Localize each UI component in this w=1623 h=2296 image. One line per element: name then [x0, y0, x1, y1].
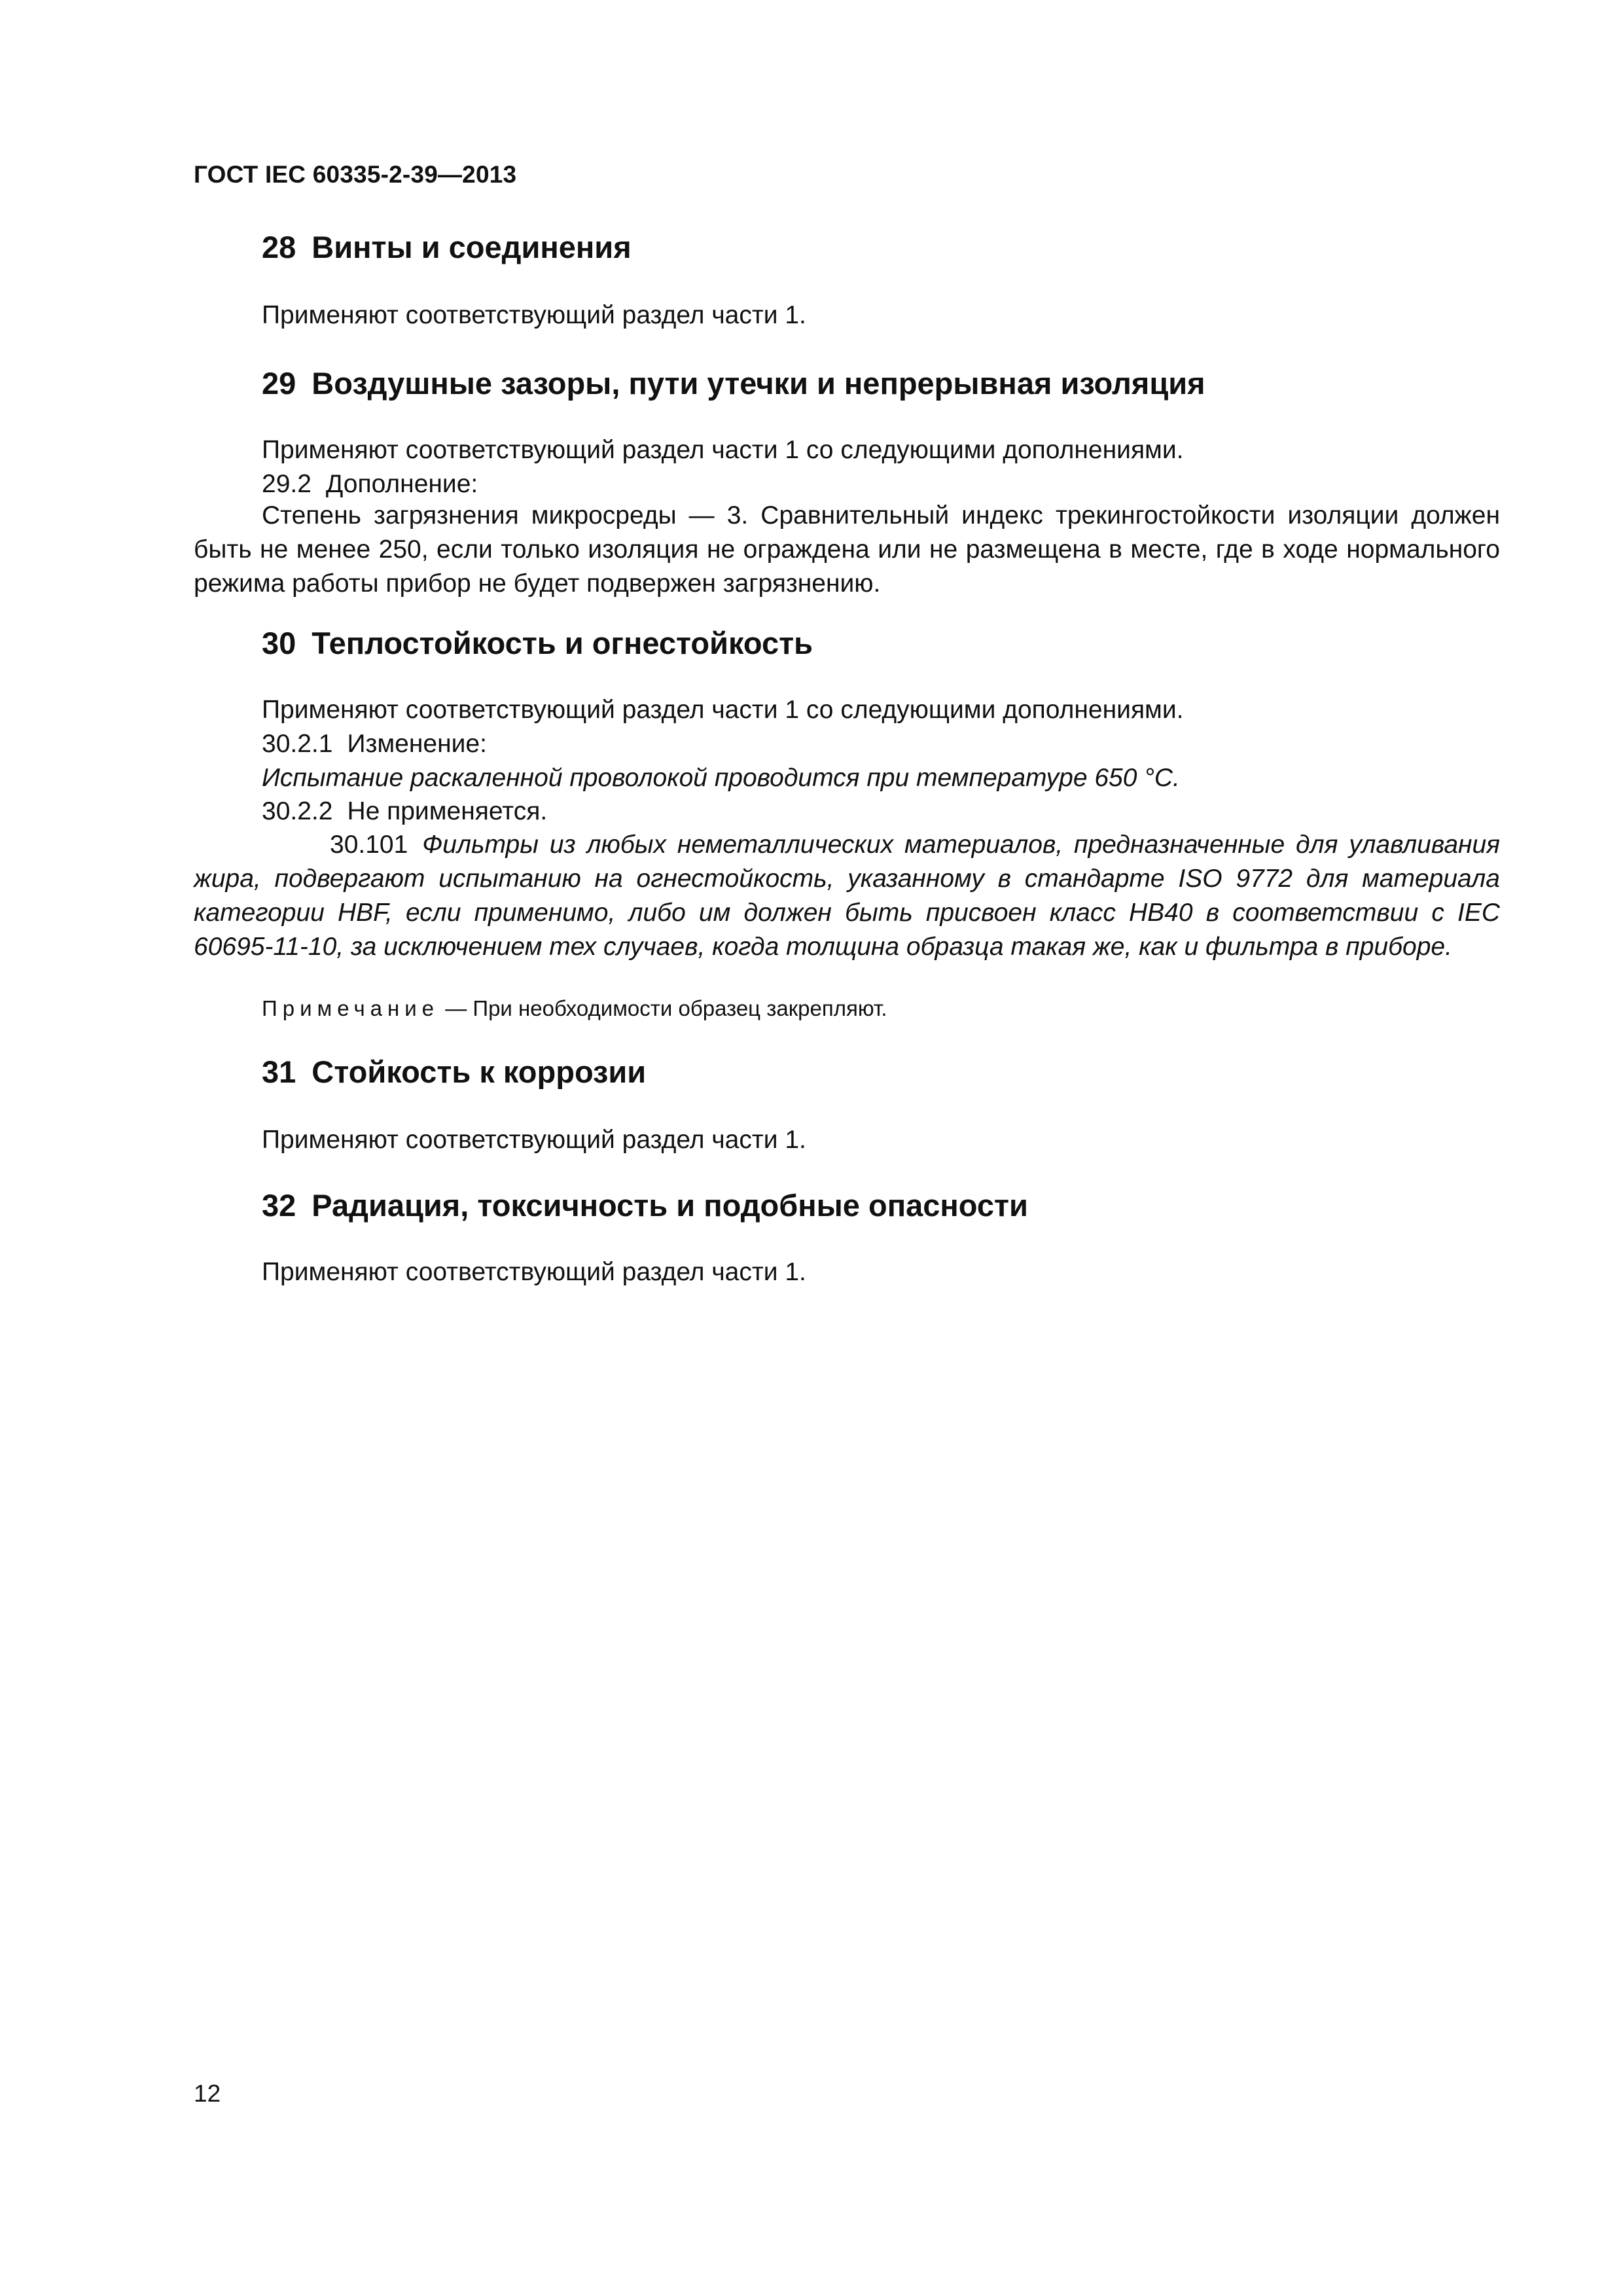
section-number: 31: [262, 1054, 296, 1089]
note: [262, 996, 887, 1021]
section-31-text: Применяют соответствующий раздел части 1.: [262, 1126, 806, 1154]
section-title: Стойкость к коррозии: [312, 1054, 647, 1089]
section-title: Теплостойкость и огнестойкость: [312, 626, 813, 660]
page-number: 12: [194, 2080, 221, 2107]
section-title: Воздушные зазоры, пути утечки и непрерывная изоляция: [312, 366, 1205, 401]
section-number: 28: [262, 230, 296, 264]
clause-30-101: [194, 828, 1500, 964]
note-text: — При необходимости образец закрепляют.: [445, 996, 887, 1020]
section-number: 32: [262, 1188, 296, 1223]
section-28-heading: [262, 229, 632, 265]
clause-30-2-2: [262, 794, 547, 829]
page-header: ГОСТ IEC 60335-2-39—2013: [194, 161, 517, 188]
clause-label: Не применяется.: [347, 797, 548, 825]
clause-number: 30.2.1: [262, 730, 333, 758]
section-32-text: Применяют соответствующий раздел части 1.: [262, 1258, 806, 1286]
section-number: 30: [262, 626, 296, 660]
clause-label: Изменение:: [347, 730, 487, 758]
clause-number: 30.2.2: [262, 797, 333, 825]
section-title: Винты и соединения: [312, 230, 632, 264]
section-title: Радиация, токсичность и подобные опасности: [312, 1188, 1028, 1223]
section-29-heading: [262, 365, 1205, 401]
section-28-text: Применяют соответствующий раздел части 1.: [262, 301, 806, 329]
clause-29-2: [262, 467, 478, 502]
section-number: 29: [262, 366, 296, 401]
clause-30-2-1: [262, 726, 487, 762]
clause-30-2-1-text: Испытание раскаленной проволокой проводится при температуре 650 °С.: [262, 764, 1180, 792]
note-label: Примечание: [262, 996, 440, 1020]
section-29-intro: Применяют соответствующий раздел части 1 со следующими дополнениями.: [262, 436, 1184, 464]
section-31-heading: [262, 1054, 646, 1090]
clause-number: 29.2: [262, 470, 312, 498]
clause-29-2-body: Степень загрязнения микросреды — 3. Сравнительный индекс трекингостойкости изоляции должен быть не менее 250, если только изоляция не ограждена или не размещена в месте, где в ходе нормального режима работы прибор не будет подвержен загрязнению.: [194, 501, 1500, 598]
clause-number: 30.101: [330, 831, 408, 859]
section-30-heading: [262, 625, 813, 661]
clause-label: Дополнение:: [325, 470, 478, 498]
section-30-intro: Применяют соответствующий раздел части 1 со следующими дополнениями.: [262, 696, 1184, 724]
section-32-heading: [262, 1187, 1028, 1223]
clause-text: Фильтры из любых неметаллических материалов, предназначенные для улавливания жира, подвергают испытанию на огнестойкость, указанному в стандарте ISO 9772 для материала категории HBF, если применимо, либо им должен быть присвоен класс НВ40 в соответствии с IEC 60695-11-10, за исключением тех случаев, когда толщина образца такая же, как и фильтра в приборе.: [194, 831, 1500, 961]
